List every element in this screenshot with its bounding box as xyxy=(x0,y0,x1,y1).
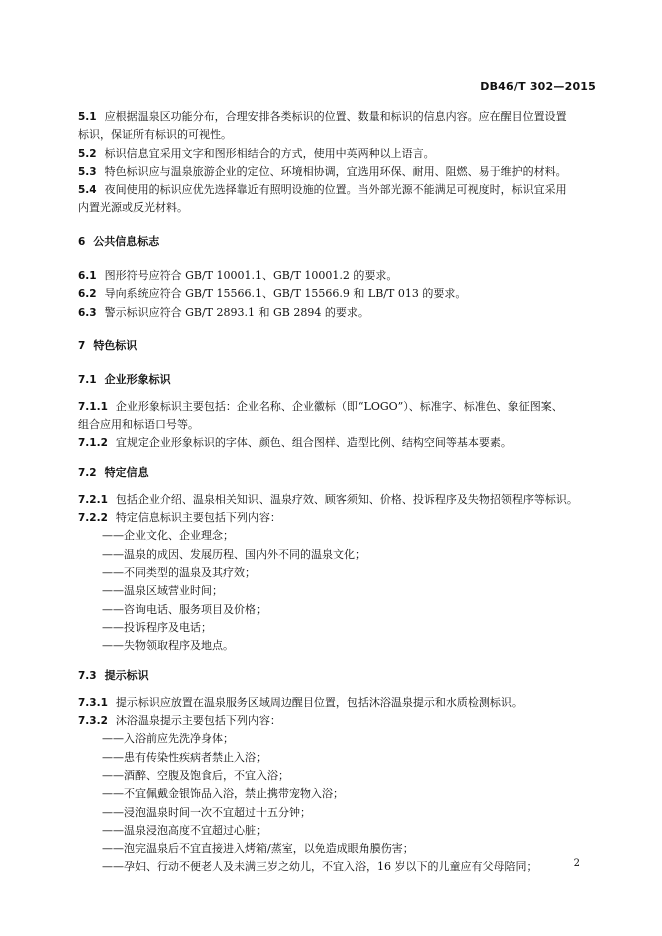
section-title: 企业形象标识 xyxy=(104,373,171,387)
clause-7-2-2 xyxy=(78,509,598,527)
list-item: ——咨询电话、服务项目及价格； xyxy=(102,602,267,616)
section-title: 特色标识 xyxy=(93,338,138,352)
clause-text: 夜间使用的标识应优先选择靠近有照明设施的位置。当外部光源不能满足可视度时，标识宜采用 xyxy=(104,183,567,197)
clause-text: 特色标识应与温泉旅游企业的定位、环境相协调，宜选用环保、耐用、阻燃、易于维护的材料。 xyxy=(104,164,567,178)
section-number: 7.3 xyxy=(78,670,97,683)
list-item: ——孕妇、行动不便老人及未满三岁之幼儿，不宜入浴，16 岁以下的儿童应有父母陪同； xyxy=(102,860,538,874)
list-item: ——患有传染性疾病者禁止入浴； xyxy=(102,750,267,764)
clause-number: 7.2.2 xyxy=(78,512,108,525)
clause-number: 6.3 xyxy=(78,306,97,319)
clause-6-3 xyxy=(78,304,598,322)
clause-number: 6.1 xyxy=(78,270,97,283)
clause-7-3-2 xyxy=(78,712,598,730)
list-item: ——不同类型的温泉及其疗效； xyxy=(102,565,256,579)
page-number: 2 xyxy=(573,858,580,869)
clause-number: 6.2 xyxy=(78,288,97,301)
clause-5-4 xyxy=(78,181,598,218)
clause-number: 7.1.2 xyxy=(78,437,108,450)
clause-7-1-1 xyxy=(78,398,598,435)
clause-5-2 xyxy=(78,145,598,163)
list-item: ——浸泡温泉时间一次不宜超过十五分钟； xyxy=(102,805,311,819)
subsection-heading-7-1 xyxy=(78,371,598,389)
clause-text-continued: 内置光源或反光材料。 xyxy=(78,201,188,215)
clause-text: 图形符号应符合 GB/T 10001.1、GB/T 10001.2 的要求。 xyxy=(104,269,398,283)
list-item: ——投诉程序及电话； xyxy=(102,620,212,634)
list-item: ——温泉浸泡高度不宜超过心脏； xyxy=(102,823,267,837)
clause-number: 7.3.2 xyxy=(78,715,108,728)
clause-6-1 xyxy=(78,267,598,285)
clause-number: 7.3.1 xyxy=(78,696,108,709)
clause-number: 5.3 xyxy=(78,165,97,178)
clause-text: 标识信息宜采用文字和图形相结合的方式，使用中英两种以上语言。 xyxy=(104,146,435,160)
clause-text: 提示标识应放置在温泉服务区域周边醒目位置，包括沐浴温泉提示和水质检测标识。 xyxy=(115,695,523,709)
section-title: 提示标识 xyxy=(104,669,149,683)
list-item: ——入浴前应先洗净身体； xyxy=(102,732,234,746)
clause-text-continued: 标识，保证所有标识的可视性。 xyxy=(78,128,232,142)
section-number: 7 xyxy=(78,339,86,352)
clause-text: 应根据温泉区功能分布，合理安排各类标识的位置、数量和标识的信息内容。应在醒目位置设置 xyxy=(104,110,567,123)
clause-text: 导向系统应符合 GB/T 15566.1、GB/T 15566.9 和 LB/T 013 的要求。 xyxy=(104,287,467,301)
clause-5-1 xyxy=(78,108,598,145)
clause-number: 5.2 xyxy=(78,147,97,160)
clause-text: 沐浴温泉提示主要包括下列内容： xyxy=(115,714,281,728)
clause-number: 5.1 xyxy=(78,111,97,123)
section-number: 7.2 xyxy=(78,467,97,480)
clause-5-3 xyxy=(78,163,598,181)
clause-7-1-2 xyxy=(78,434,598,452)
clause-number: 7.2.1 xyxy=(78,493,108,506)
standard-number-header: DB46/T 302—2015 xyxy=(480,80,596,93)
list-item: ——温泉的成因、发展历程、国内外不同的温泉文化； xyxy=(102,547,366,561)
clause-number: 5.4 xyxy=(78,184,97,197)
list-7-2-2 xyxy=(78,527,598,655)
list-item: ——不宜佩戴金银饰品入浴，禁止携带宠物入浴； xyxy=(102,787,344,801)
clause-number: 7.1.1 xyxy=(78,400,108,413)
list-item: ——企业文化、企业理念； xyxy=(102,529,234,543)
list-item: ——温泉区域营业时间； xyxy=(102,584,223,598)
section-title: 公共信息标志 xyxy=(93,234,160,248)
document-body xyxy=(78,108,598,877)
section-heading-7 xyxy=(78,337,598,355)
section-title: 特定信息 xyxy=(104,466,149,480)
clause-text: 特定信息标识主要包括下列内容： xyxy=(115,511,281,525)
clause-7-3-1 xyxy=(78,694,598,712)
section-number: 6 xyxy=(78,235,86,248)
subsection-heading-7-2 xyxy=(78,464,598,482)
clause-text: 宜规定企业形象标识的字体、颜色、组合图样、造型比例、结构空间等基本要素。 xyxy=(115,436,512,450)
list-item: ——泡完温泉后不宜直接进入烤箱/蒸室，以免造成眼角膜伤害； xyxy=(102,842,414,856)
list-item: ——酒醉、空腹及饱食后，不宜入浴； xyxy=(102,768,289,782)
clause-text: 包括企业介绍、温泉相关知识、温泉疗效、顾客须知、价格、投诉程序及失物招领程序等标识。 xyxy=(115,492,578,506)
clause-text-continued: 组合应用和标语口号等。 xyxy=(78,417,199,431)
clause-text: 警示标识应符合 GB/T 2893.1 和 GB 2894 的要求。 xyxy=(104,305,369,319)
subsection-heading-7-3 xyxy=(78,667,598,685)
section-number: 7.1 xyxy=(78,374,97,387)
list-item: ——失物领取程序及地点。 xyxy=(102,639,234,653)
list-7-3-2 xyxy=(78,730,598,876)
clause-6-2 xyxy=(78,285,598,303)
section-heading-6 xyxy=(78,233,598,251)
clause-text: 企业形象标识主要包括：企业名称、企业徽标（即“LOGO”）、标准字、标准色、象征图案、 xyxy=(115,399,563,413)
clause-7-2-1 xyxy=(78,491,598,509)
